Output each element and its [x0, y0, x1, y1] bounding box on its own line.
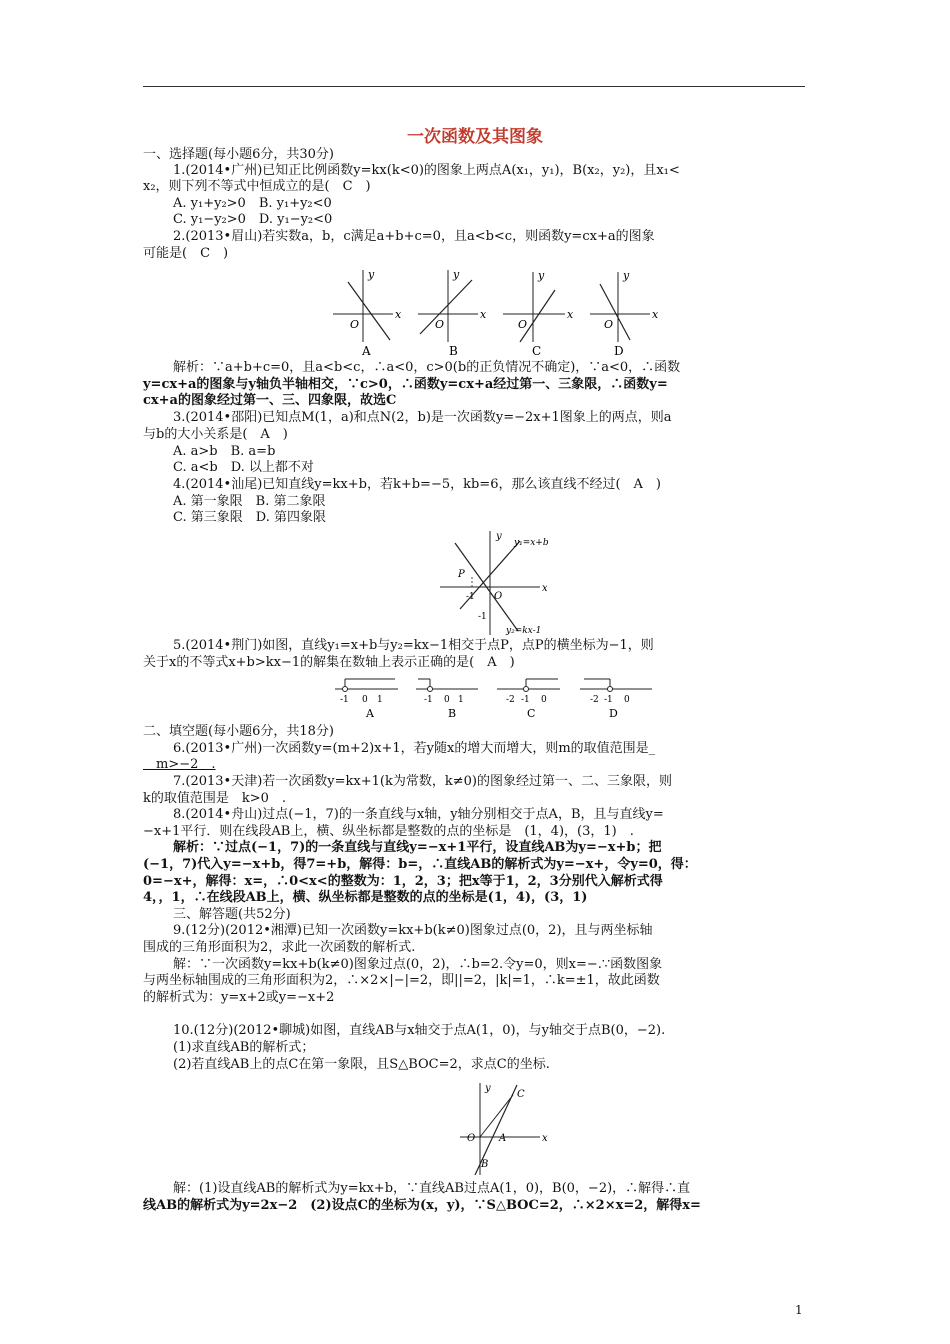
- option-text: C. 第三象限 D. 第四象限: [173, 510, 326, 525]
- solution-text: 的解析式为：y=x+2或y=−x+2: [143, 990, 335, 1005]
- option-label: D: [614, 344, 624, 358]
- tick-label: 1: [458, 695, 464, 705]
- option-label: A: [366, 707, 374, 720]
- option-label: A: [362, 344, 371, 358]
- graph-a: [333, 268, 402, 342]
- axis-y-label: y: [538, 269, 545, 282]
- origin-label: O: [494, 591, 503, 602]
- axis-x-label: x: [567, 308, 574, 321]
- solution-text: 解析：∵a+b+c=0，且a<b<c，∴a<0，c>0(b的正负情况不确定)，∵a<0，∴函数: [173, 360, 681, 375]
- axis-x-label: x: [395, 308, 402, 321]
- solution-text: 解：(1)设直线AB的解析式为y=kx+b，∵直线AB过点A(1，0)，B(0，−2)，∴解得∴直: [173, 1181, 691, 1196]
- question-text: 1.(2014•广州)已知正比例函数y=kx(k<0)的图象上两点A(x₁，y₁)，B(x₂，y₂)，且x₁<: [173, 163, 680, 178]
- question-text: −x+1平行．则在线段AB上，横、纵坐标都是整数的点的坐标是 (1，4)，(3，1) .: [143, 824, 634, 839]
- solution-text: 与两坐标轴围成的三角形面积为2，∴×2×|−|=2，即||=2，|k|=1，∴k=±1，故此函数: [143, 973, 660, 988]
- question-text: 与b的大小关系是( A ): [143, 427, 288, 442]
- option-label: B: [448, 707, 457, 720]
- question-text: 10.(12分)(2012•聊城)如图，直线AB与x轴交于点A(1，0)，与y轴交于点B(0，−2).: [173, 1023, 666, 1038]
- question-text: 5.(2014•荆门)如图，直线y₁=x+b与y₂=kx−1相交于点P，点P的横坐标为−1，则: [173, 638, 654, 653]
- axis-x-label: x: [542, 1133, 548, 1144]
- option-text: C. y₁−y₂>0 D. y₁−y₂<0: [173, 212, 333, 227]
- question-text: 围成的三角形面积为2，求此一次函数的解析式.: [143, 940, 416, 955]
- tick-label: -1: [604, 695, 613, 705]
- question-text: 关于x的不等式x+b>kx−1的解集在数轴上表示正确的是( A ): [143, 655, 515, 670]
- origin-label: O: [518, 318, 528, 331]
- point-label: C: [517, 1089, 525, 1100]
- question-text: 4.(2014•汕尾)已知直线y=kx+b，若k+b=−5，kb=6，那么该直线不经过( A ): [173, 477, 662, 492]
- question-text: x₂，则下列不等式中恒成立的是( C ): [143, 179, 371, 194]
- tick-label: -1: [521, 695, 530, 705]
- question-text: 6.(2013•广州)一次函数y=(m+2)x+1，若y随x的增大而增大，则m的取值范围是_: [173, 741, 656, 756]
- option-label: C: [527, 707, 536, 720]
- question-text: 3.(2014•邵阳)已知点M(1，a)和点N(2，b)是一次函数y=−2x+1图象上的两点，则a: [173, 410, 672, 425]
- q5-graph: [420, 527, 620, 637]
- axis-y-label: y: [623, 269, 630, 282]
- tick-label: 0: [444, 695, 450, 705]
- solution-text: cx+a的图象经过第一、三、四象限，故选C: [143, 393, 397, 408]
- tick-label: -1: [424, 695, 433, 705]
- section-heading: 一、选择题(每小题6分，共30分): [143, 147, 334, 162]
- option-label: C: [532, 344, 542, 358]
- tick-label: 0: [541, 695, 547, 705]
- origin-label: O: [604, 318, 614, 331]
- axis-y-label: y: [368, 268, 375, 281]
- point-label: P: [458, 569, 465, 580]
- graph-c: [503, 269, 574, 342]
- axis-y-label: y: [496, 531, 502, 542]
- axis-x-label: x: [542, 583, 548, 594]
- question-text: 可能是( C ): [143, 246, 229, 261]
- origin-label: O: [350, 318, 360, 331]
- tick-label: -1: [466, 592, 475, 602]
- answer-text: m>−2 .: [143, 757, 216, 772]
- question-text: (2)若直线AB上的点C在第一象限，且S△BOC=2，求点C的坐标.: [173, 1057, 550, 1072]
- graph-b: [418, 268, 487, 342]
- option-text: A. a>b B. a=b: [173, 444, 276, 459]
- solution-text: 4，，1，∴在线段AB上，横、纵坐标都是整数的点的坐标是(1，4)，(3，1): [143, 890, 588, 905]
- section-heading: 二、填空题(每小题6分，共18分): [143, 724, 334, 739]
- question-text: (1)求直线AB的解析式；: [173, 1040, 315, 1055]
- question-text: 8.(2014•舟山)过点(−1，7)的一条直线与x轴，y轴分别相交于点A，B，且与直线y=: [173, 807, 664, 822]
- q5-numberlines: [0, 671, 950, 721]
- axis-x-label: x: [652, 308, 659, 321]
- origin-label: O: [467, 1133, 476, 1144]
- q10-graph: [445, 1077, 565, 1177]
- option-text: A. y₁+y₂>0 B. y₁+y₂<0: [173, 196, 332, 211]
- option-label: D: [609, 707, 618, 720]
- tick-label: 1: [377, 695, 383, 705]
- line1-label: y₁=x+b: [514, 538, 549, 548]
- header-rule: [143, 86, 805, 87]
- option-text: A. 第一象限 B. 第二象限: [173, 494, 326, 509]
- origin-label: O: [435, 318, 445, 331]
- numberline-d: [580, 679, 652, 720]
- page-number: 1: [795, 1303, 803, 1317]
- solution-text: 解：∵一次函数y=kx+b(k≠0)图象过点(0，2)，∴b=2.令y=0，则x=−.∵函数图象: [173, 957, 663, 972]
- question-text: k的取值范围是 k>0 .: [143, 791, 287, 806]
- q2-graphs: [0, 262, 950, 362]
- option-text: C. a<b D. 以上都不对: [173, 460, 314, 475]
- point-label: B: [481, 1159, 489, 1170]
- axis-x-label: x: [480, 308, 487, 321]
- tick-label: -1: [340, 695, 349, 705]
- solution-text: 线AB的解析式为y=2x−2 (2)设点C的坐标为(x，y)，∵S△BOC=2，∴×2×x=2，解得x=: [143, 1198, 701, 1213]
- axis-y-label: y: [485, 1083, 491, 1094]
- solution-text: (−1，7)代入y=−x+b，得7=+b，解得：b=，∴直线AB的解析式为y=−x+，令y=0，得：: [143, 857, 697, 872]
- section-heading: 三、解答题(共52分): [173, 907, 291, 922]
- solution-text: y=cx+a的图象与y轴负半轴相交，∵c>0，∴函数y=cx+a经过第一、三象限，∴函数y=: [143, 377, 668, 392]
- numberline-a: [335, 679, 398, 720]
- numberline-b: [416, 679, 478, 720]
- tick-label: 0: [624, 695, 630, 705]
- solution-text: 解析：∵过点(−1，7)的一条直线与直线y=−x+1平行，设直线AB为y=−x+b；把: [173, 840, 662, 855]
- line2-label: y₂=kx-1: [506, 626, 542, 636]
- solution-text: 0=−x+，解得：x=，∴0<x<的整数为：1，2，3；把x等于1，2，3分别代入解析式得: [143, 874, 663, 889]
- option-label: B: [449, 344, 458, 358]
- graph-d: [590, 269, 659, 342]
- question-text: 7.(2013•天津)若一次函数y=kx+1(k为常数，k≠0)的图象经过第一、二、三象限，则: [173, 774, 672, 789]
- axis-y-label: y: [453, 268, 460, 281]
- point-label: A: [499, 1133, 507, 1144]
- tick-label: -2: [506, 695, 515, 705]
- numberline-c: [497, 679, 560, 720]
- page-title: 一次函数及其图象: [407, 127, 543, 147]
- question-text: 9.(12分)(2012•湘潭)已知一次函数y=kx+b(k≠0)图象过点(0，2)，且与两坐标轴: [173, 923, 653, 938]
- question-text: 2.(2013•眉山)若实数a，b，c满足a+b+c=0，且a<b<c，则函数y=cx+a的图象: [173, 229, 655, 244]
- tick-label: -1: [478, 612, 487, 622]
- tick-label: -2: [590, 695, 599, 705]
- tick-label: 0: [362, 695, 368, 705]
